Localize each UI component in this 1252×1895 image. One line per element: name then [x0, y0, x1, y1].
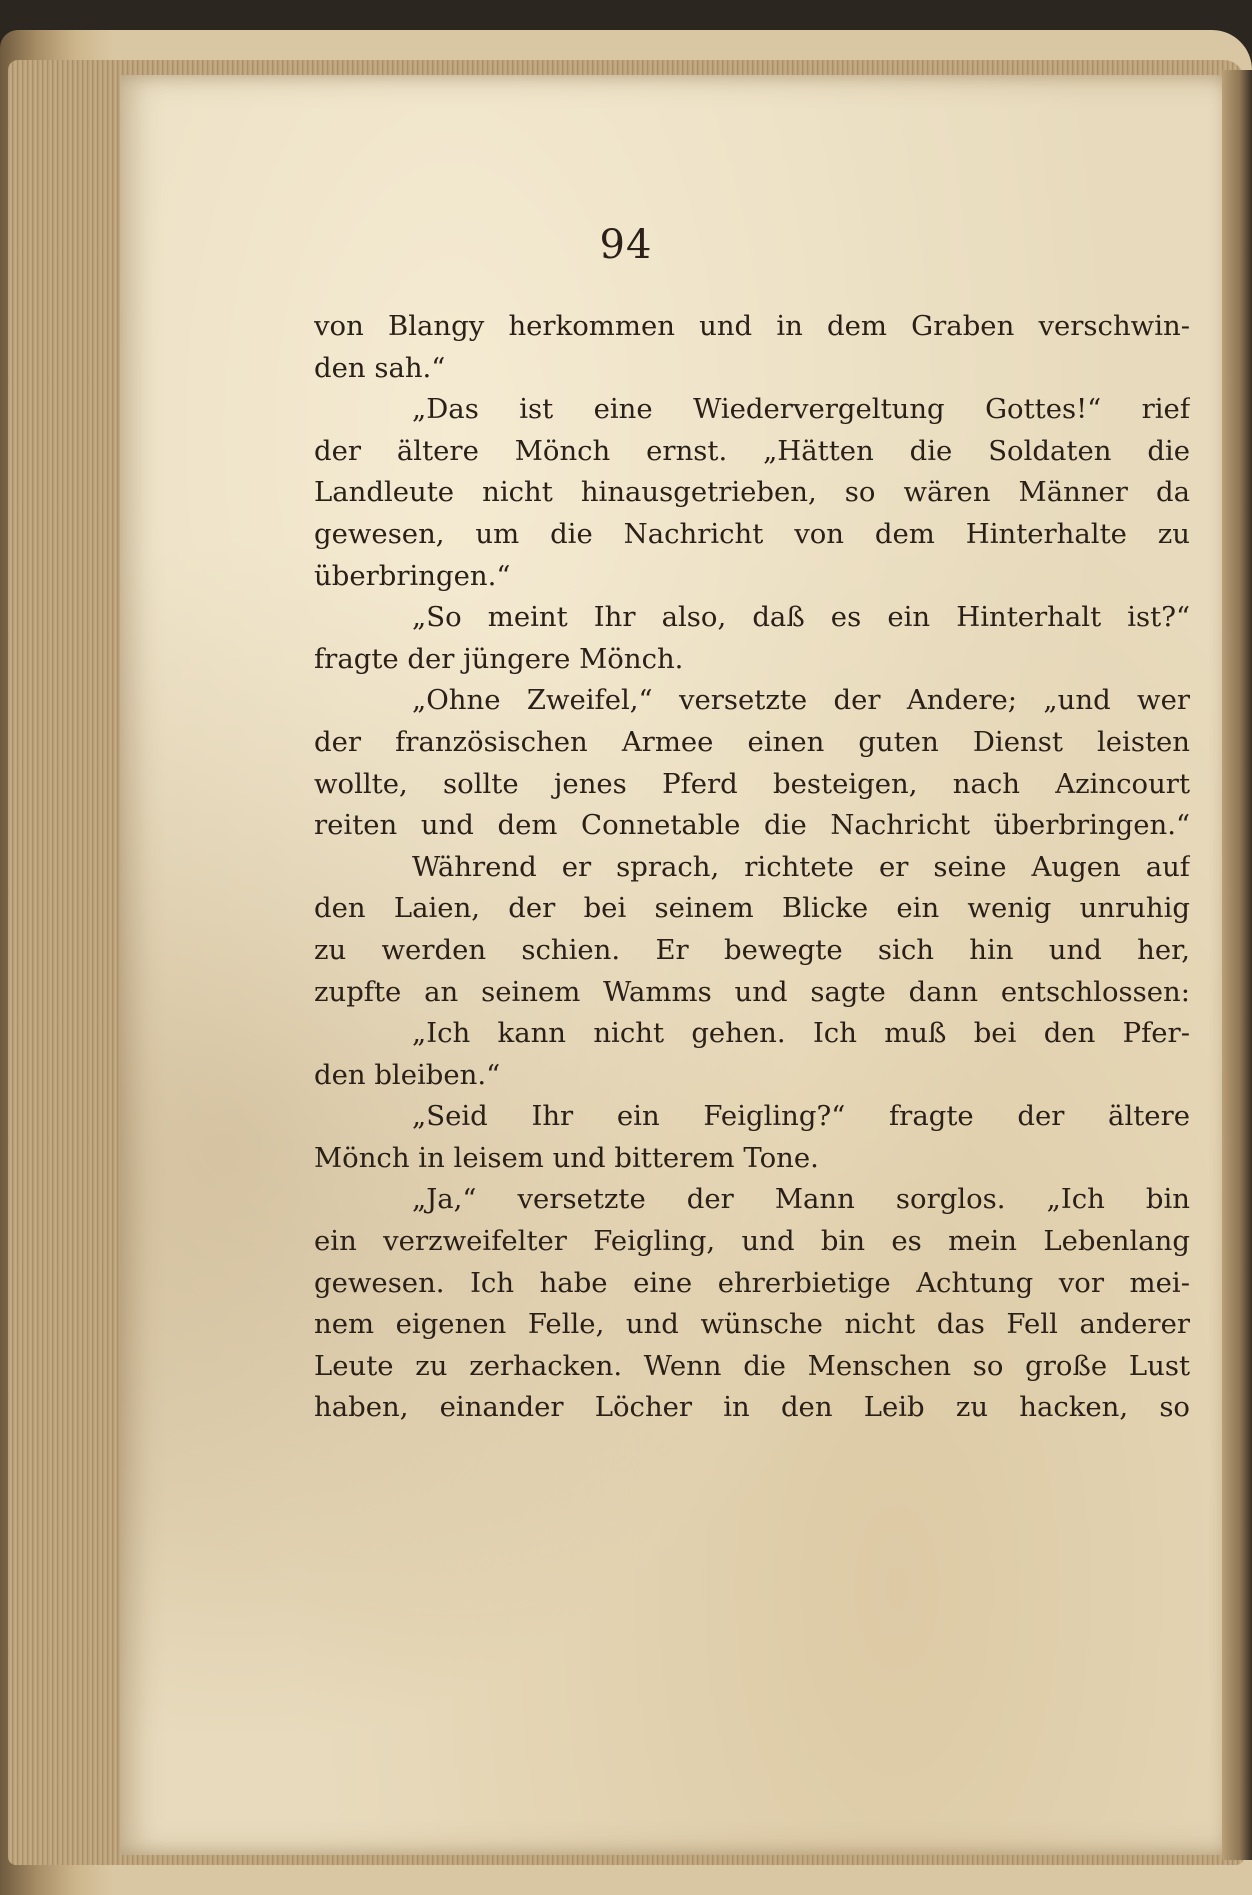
text-line: zu werden schien. Er bewegte sich hin und her, [314, 933, 1190, 966]
text-line: überbringen.“ [314, 559, 511, 592]
text-line: der ältere Mönch ernst. „Hätten die Soldaten die [314, 434, 1190, 467]
text-line: Landleute nicht hinausgetrieben, so wären Männer da [314, 476, 1190, 509]
text-line: von Blangy herkommen und in dem Graben verschwin- [314, 310, 1190, 342]
text-line: „Ohne Zweifel,“ versetzte der Andere; „und wer [412, 684, 1190, 717]
text-line: „Seid Ihr ein Feigling?“ fragte der ältere [412, 1100, 1190, 1133]
text-line: nem eigenen Felle, und wünsche nicht das Fell anderer [314, 1308, 1190, 1341]
text-line: Leute zu zerhacken. Wenn die Menschen so große Lust [314, 1349, 1190, 1382]
text-line: wollte, sollte jenes Pferd besteigen, nach Azincourt [314, 767, 1190, 800]
text-line: „Ja,“ versetzte der Mann sorglos. „Ich bin [412, 1183, 1190, 1216]
text-line: „So meint Ihr also, daß es ein Hinterhalt ist?“ [412, 601, 1190, 634]
text-line: haben, einander Löcher in den Leib zu hacken, so [314, 1391, 1190, 1424]
text-line: Mönch in leisem und bitterem Tone. [314, 1141, 819, 1174]
text-line: den Laien, der bei seinem Blicke ein wenig unruhig [314, 892, 1190, 925]
text-line: zupfte an seinem Wamms und sagte dann entschlossen: [314, 975, 1190, 1008]
text-line: Während er sprach, richtete er seine Augen auf [412, 850, 1190, 883]
text-line: den sah.“ [314, 351, 446, 384]
text-line: reiten und dem Connetable die Nachricht überbringen.“ [314, 809, 1190, 842]
text-line: „Ich kann nicht gehen. Ich muß bei den Pfer- [412, 1017, 1190, 1050]
text-line: ein verzweifelter Feigling, und bin es mein Lebenlang [314, 1225, 1190, 1258]
text-line: „Das ist eine Wiedervergeltung Gottes!“ rief [412, 393, 1190, 426]
text-line: gewesen, um die Nachricht von dem Hinterhalte zu [314, 517, 1190, 550]
book-right-edge [1222, 70, 1252, 1860]
text-line: gewesen. Ich habe eine ehrerbietige Achtung vor mei- [314, 1266, 1190, 1299]
text-line: der französischen Armee einen guten Dienst leisten [314, 725, 1190, 758]
text-line: fragte der jüngere Mönch. [314, 642, 684, 675]
page-number: 94 [599, 222, 653, 268]
body-text [314, 306, 1190, 1429]
text-line: den bleiben.“ [314, 1058, 501, 1091]
